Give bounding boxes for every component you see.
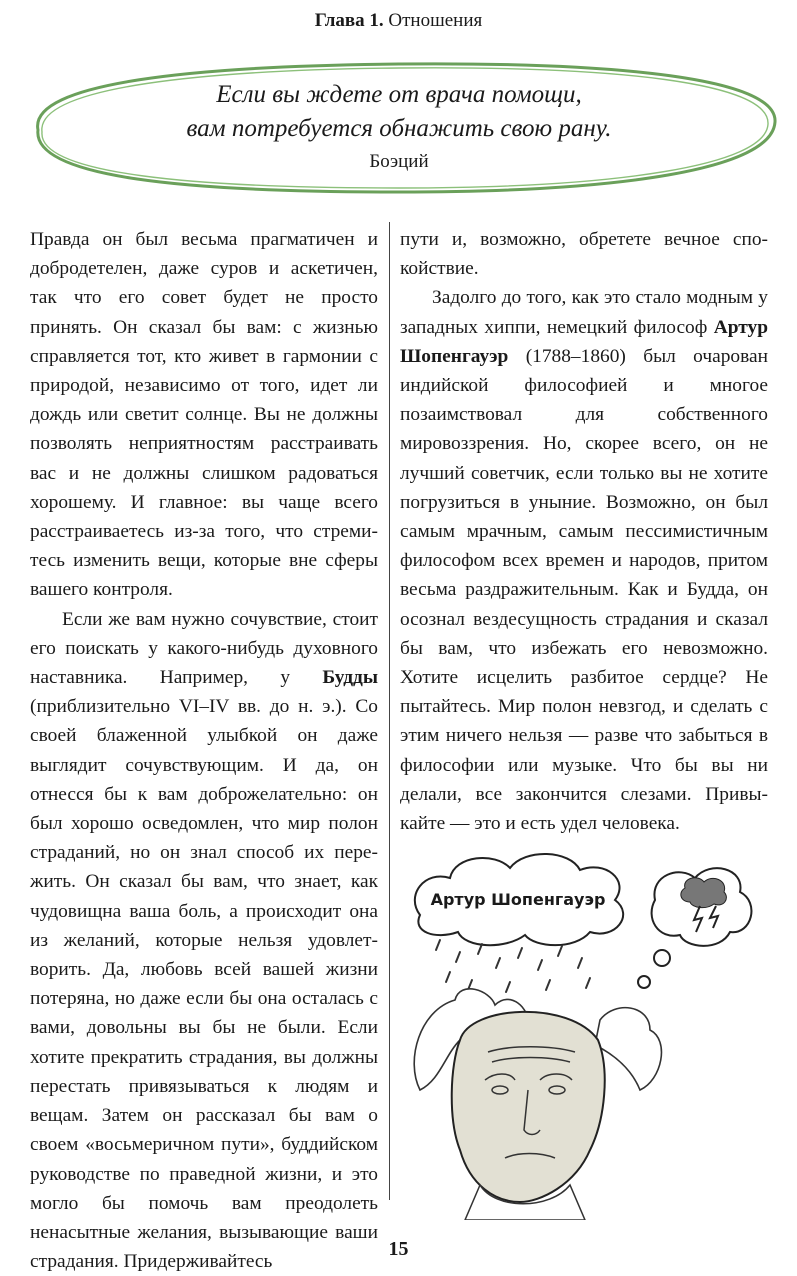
cloud-name-label: Артур Шопенгауэр bbox=[430, 890, 606, 909]
epigraph-quote bbox=[18, 78, 780, 146]
name-buddha: Будды bbox=[322, 667, 378, 689]
text-run: (1788–1860) был очарован индийской философией и многое позаимствовал для собственного мировоззрения. Но, скорее всего, он не лучший советчик, если только вы не хотите погрузиться в уныние. Возможно, он был самым мрачным, самым пессимистичным философом всех времен и народов, притом весьма раздражительным. Как и Будда, он осознал вездесущность страдания и сказал бы вам, что избежать его невозможно. Хотите исцелить разбитое сердце? Не пытайтесь. Мир полон невзгод, и сделать с этим ничего нельзя — разве что забыться в философии или музыке. Что бы вы ни делали, все закончится слезами. Привыкайте — это и есть удел человека. bbox=[400, 345, 768, 835]
text-run: Задолго до того, как это стало модным у западных хиппи, немецкий философ bbox=[400, 287, 768, 338]
schopenhauer-illustration bbox=[400, 840, 790, 1220]
paragraph: Правда он был весьма прагматичен и добродетелен, даже суров и аскетичен, так что его совет будет не просто принять. Он сказал бы вам: с жизнью справляется тот, кто живет в гармонии с природой, независимо от того, идет ли дождь или светит солнце. Вы не должны позволять неприятностям расстраивать вас и не должны слишком радоваться хорошему. И главное: вы чаще всего расстраиваетесь из-за того, что стремитесь изменить вещи, которые вне сферы вашего контроля. bbox=[30, 229, 378, 601]
text-run: (приблизительно VI–IV вв. до н. э.). Со своей блаженной улыбкой он даже выглядит сочувствующим. И да, он отнесся бы к вам доброжелательно: он был хорошо осведомлен, что мир полон страданий, но он знал способ их пережить. Он сказал бы вам, что знает, как чудовищна ваша боль, а происходит она из желаний, которые нельзя удовлетворить. Да, любовь всей вашей жизни потеряна, но даже если бы она осталась с вами, довольны вы бы не были. Если хотите прекратить страдания, вы должны перестать привязываться к людям и вещам. Затем он рассказал бы вам о своем «восьмеричном пути», буддийском руководстве по праведной жизни, и это могло бы помочь вам преодолеть ненасытные желания, вызывающие ваши страдания. Придерживайтесь bbox=[30, 696, 378, 1273]
thought-bubble bbox=[638, 976, 650, 988]
page-number: 15 bbox=[388, 1238, 409, 1260]
paragraph-schopenhauer bbox=[400, 283, 768, 838]
name-schopenhauer: Артур Шопенгауэр bbox=[400, 316, 768, 367]
quote-line-2: вам потребуется обнажить свою рану. bbox=[186, 115, 612, 142]
thought-bubble bbox=[654, 950, 670, 966]
epigraph bbox=[18, 52, 780, 202]
chapter-number: Глава 1. bbox=[314, 10, 384, 31]
quote-line-1: Если вы ждете от врача помощи, bbox=[216, 81, 582, 108]
face bbox=[452, 1012, 605, 1202]
right-column bbox=[400, 225, 768, 838]
quote-author: Боэций bbox=[369, 151, 429, 172]
column-divider bbox=[389, 222, 390, 1200]
rain-drops bbox=[436, 940, 590, 992]
chapter-title: Отношения bbox=[388, 10, 483, 31]
paragraph: пути и, возможно, обретете вечное спокойствие. bbox=[400, 229, 768, 280]
paragraph-buddha bbox=[30, 605, 378, 1276]
text-run: Если же вам нужно сочувствие, стоит его поискать у какого-нибудь духовного наставника. Например, у bbox=[30, 608, 378, 689]
running-header bbox=[0, 10, 797, 32]
left-column bbox=[30, 225, 378, 1276]
